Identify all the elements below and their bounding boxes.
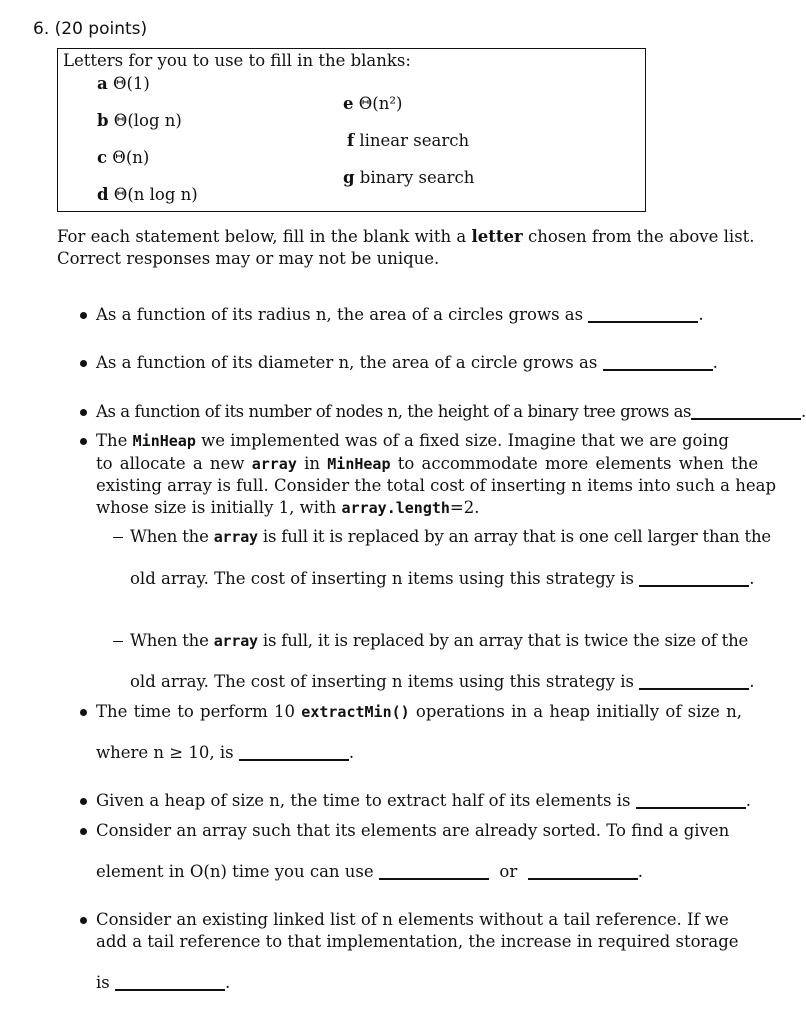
legend-letter: e [343, 94, 354, 113]
dash-icon [113, 537, 123, 538]
legend-text: Θ(n) [112, 148, 150, 167]
legend-letter: b [97, 111, 109, 130]
legend-item-g [343, 168, 474, 187]
bullet-icon [80, 360, 87, 367]
legend-text: Θ(1) [112, 74, 150, 93]
statement-4-line-3: existing array is full. Consider the total cost of inserting n items into such a heap [96, 476, 777, 495]
statement-4b-line-1: When the array is full, it is replaced by an array that is twice the size of the [130, 631, 749, 650]
legend-item-c [97, 148, 149, 167]
answer-blank[interactable] [636, 807, 746, 810]
statement-4a-line-2: old array. The cost of inserting n items using this strategy is . [130, 569, 755, 588]
legend-letter: a [97, 74, 108, 93]
statement-4-line-1: The MinHeap we implemented was of a fixed size. Imagine that we are going [96, 431, 729, 450]
statement-6: Given a heap of size n, the time to extract half of its elements is . [96, 791, 751, 810]
legend-text: Θ(n²) [358, 94, 403, 113]
statement-3: As a function of its number of nodes n, the height of a binary tree grows as . [96, 402, 806, 421]
question-number: 6. (20 points) [33, 19, 148, 39]
legend-text: Θ(n log n) [113, 185, 198, 204]
answer-blank[interactable] [379, 878, 489, 881]
statement-4a-line-1: When the array is full it is replaced by an array that is one cell larger than the [130, 527, 771, 546]
bullet-icon [80, 798, 87, 805]
bullet-icon [80, 709, 87, 716]
statement-4b-line-2: old array. The cost of inserting n items using this strategy is . [130, 672, 755, 691]
answer-blank[interactable] [639, 585, 749, 588]
statement-5-line-1: The time to perform 10 extractMin() operations in a heap initially of size n, [96, 702, 743, 721]
legend-text: binary search [359, 168, 475, 187]
statement-4-line-2: to allocate a new array in MinHeap to accommodate more elements when the [96, 454, 759, 473]
statement-8-line-3: is . [96, 973, 231, 992]
statement-8-line-2: add a tail reference to that implementation, the increase in required storage [96, 932, 739, 951]
answer-blank[interactable] [115, 989, 225, 992]
legend-letter: g [343, 168, 355, 187]
statement-8-line-1: Consider an existing linked list of n elements without a tail reference. If we [96, 910, 729, 929]
legend-title: Letters for you to use to fill in the blanks: [63, 51, 411, 70]
answer-blank[interactable] [239, 759, 349, 762]
statement-7-line-2: element in O(n) time you can use or . [96, 862, 643, 881]
legend-letter: f [347, 131, 355, 150]
legend-item-a [97, 74, 150, 93]
statement-5-line-2: where n ≥ 10, is . [96, 743, 355, 762]
instructions-line-2: Correct responses may or may not be unique. [57, 249, 440, 268]
instructions-line-1: For each statement below, fill in the blank with a letter chosen from the above list. [57, 227, 755, 246]
statement-7-line-1: Consider an array such that its elements are already sorted. To find a given [96, 821, 730, 840]
statement-1: As a function of its radius n, the area of a circles grows as . [96, 305, 704, 324]
legend-text: linear search [359, 131, 470, 150]
legend-item-b [97, 111, 182, 130]
dash-icon [113, 641, 123, 642]
legend-letter: d [97, 185, 109, 204]
legend-item-d [97, 185, 198, 204]
answer-blank[interactable] [588, 321, 698, 324]
statement-4-line-4: whose size is initially 1, with array.length=2. [96, 498, 480, 517]
statement-2: As a function of its diameter n, the area of a circle grows as . [96, 353, 718, 372]
bullet-icon [80, 312, 87, 319]
answer-blank[interactable] [528, 878, 638, 881]
bullet-icon [80, 438, 87, 445]
bullet-icon [80, 917, 87, 924]
legend-item-f [347, 131, 469, 150]
answer-blank[interactable] [603, 369, 713, 372]
bullet-icon [80, 828, 87, 835]
bullet-icon [80, 409, 87, 416]
answer-blank[interactable] [639, 688, 749, 691]
answer-blank[interactable] [691, 418, 801, 421]
legend-item-e [343, 94, 402, 113]
legend-letter: c [97, 148, 108, 167]
legend-text: Θ(log n) [113, 111, 182, 130]
